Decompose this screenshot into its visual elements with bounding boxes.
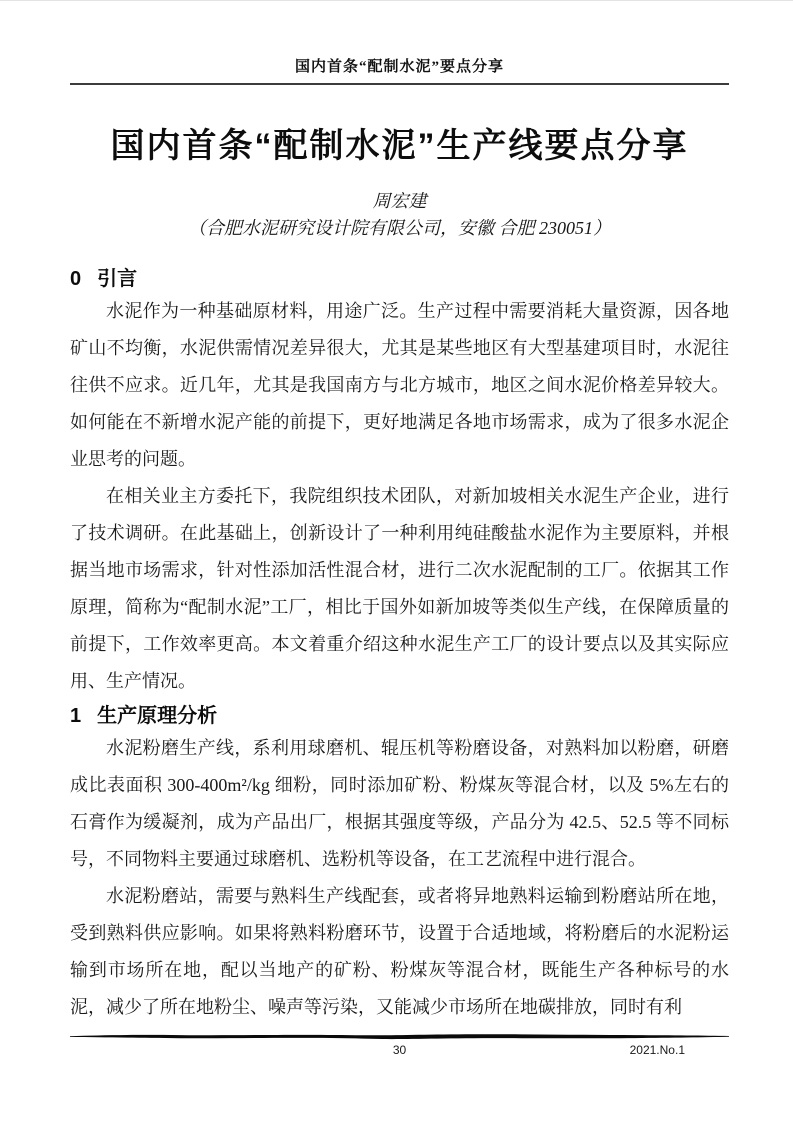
running-header	[70, 1, 729, 85]
section-title: 引言	[97, 268, 138, 290]
footer-text-row	[70, 1042, 729, 1058]
section-number: 0	[70, 268, 82, 290]
running-header-title: 国内首条“配制水泥”要点分享	[294, 59, 504, 75]
page-content	[70, 1, 729, 1026]
paragraph-intro-2: 在相关业主方委托下，我院组织技术团队，对新加坡相关水泥生产企业，进行了技术调研。在此基础上，创新设计了一种利用纯硅酸盐水泥作为主要原料，并根据当地市场需求，针对性添加活性混合材，进行二次水泥配制的工厂。依据其工作原理，简称为“配制水泥”工厂，相比于国外如新加坡等类似生产线，在保障质量的前提下，工作效率更高。本文着重介绍这种水泥生产工厂的设计要点以及其实际应用、生产情况。	[70, 486, 729, 691]
section-heading-introduction	[70, 265, 729, 293]
article-title: 国内首条“配制水泥”生产线要点分享	[110, 127, 689, 165]
author-name: 周宏建	[372, 191, 427, 211]
page-footer	[70, 1032, 729, 1058]
paragraph-principle-2: 水泥粉磨站，需要与熟料生产线配套，或者将异地熟料运输到粉磨站所在地，受到熟料供应影响。如果将熟料粉磨环节，设置于合适地域，将粉磨后的水泥粉运输到市场所在地，配以当地产的矿粉、粉煤灰等混合材，既能生产各种标号的水泥，减少了所在地粉尘、噪声等污染，又能减少市场所在地碳排放，同时有利	[70, 886, 729, 1017]
issue-label: 2021.No.1	[629, 1043, 685, 1057]
paragraph-intro-1: 水泥作为一种基础原材料，用途广泛。生产过程中需要消耗大量资源，因各地矿山不均衡，水泥供需情况差异很大，尤其是某些地区有大型基建项目时，水泥往往供不应求。近几年，尤其是我国南方与北方城市，地区之间水泥价格差异较大。如何能在不新增水泥产能的前提下，更好地满足各地市场需求，成为了很多水泥企业思考的问题。	[70, 301, 729, 469]
section-heading-production-principle	[70, 702, 729, 730]
section-title: 生产原理分析	[97, 705, 218, 727]
footer-decorative-rule	[70, 1032, 729, 1041]
page-number: 30	[392, 1043, 407, 1057]
author-affiliation: （合肥水泥研究设计院有限公司，安徽 合肥 230051）	[188, 218, 611, 238]
section-number: 1	[70, 705, 82, 727]
paragraph-principle-1: 水泥粉磨生产线，系利用球磨机、辊压机等粉磨设备，对熟料加以粉磨，研磨成比表面积 300-400m²/kg 细粉，同时添加矿粉、粉煤灰等混合材，以及 5%左右的石膏作为缓凝剂，成为产品出厂，根据其强度等级，产品分为 42.5、52.5 等不同标号，不同物料主要通过球磨机、选粉机等设备，在工艺流程中进行混合。	[70, 738, 729, 869]
